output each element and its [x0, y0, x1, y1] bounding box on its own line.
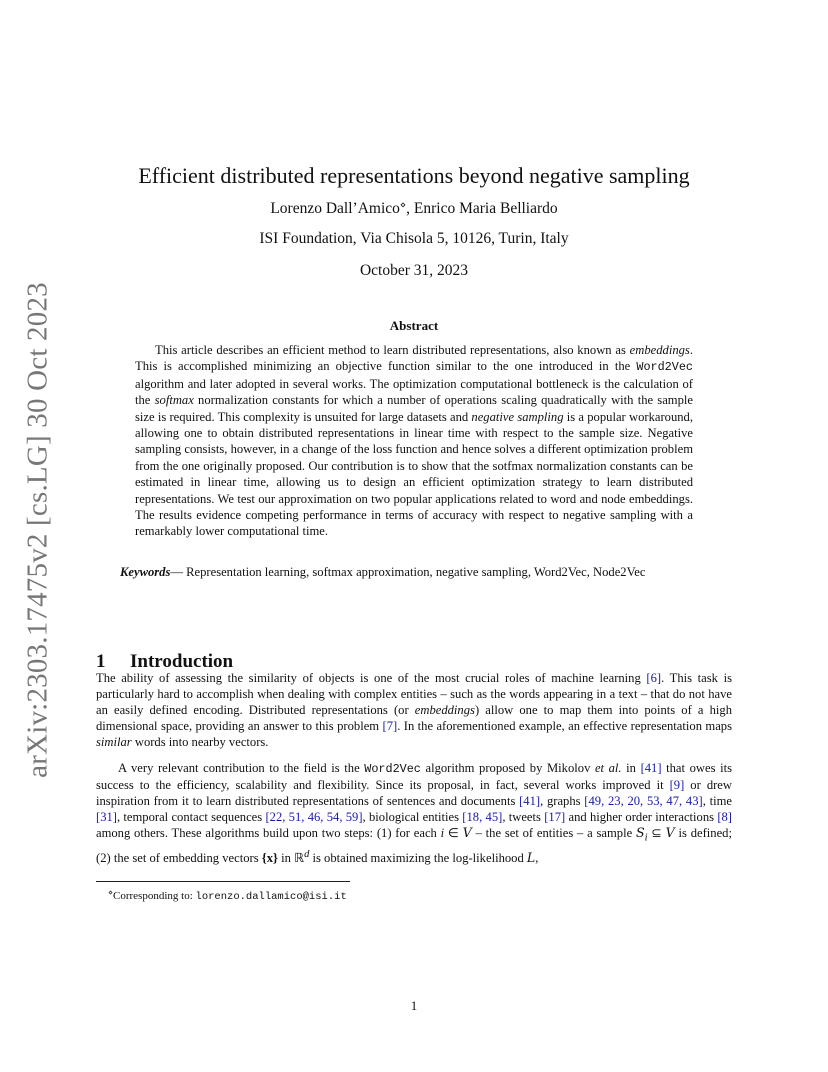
- keywords-list: Representation learning, softmax approximation, negative sampling, Word2Vec, Node2Vec: [186, 565, 646, 579]
- citation-link[interactable]: [41]: [640, 761, 662, 775]
- corresponding-author-mark: ⋄: [399, 200, 407, 211]
- citation-link[interactable]: [8]: [717, 810, 732, 825]
- emphasis: negative sampling: [471, 409, 564, 424]
- citation-link[interactable]: [17]: [544, 810, 566, 825]
- keywords: Keywords— Representation learning, softmax approximation, negative sampling, Word2Vec, Node2Vec: [120, 565, 646, 579]
- citation-link[interactable]: [49, 23, 20, 53, 47, 43]: [584, 794, 703, 809]
- citation-link[interactable]: [9]: [669, 778, 685, 793]
- citation-link[interactable]: [6]: [646, 671, 662, 685]
- author-list: [96, 196, 732, 219]
- affiliation: ISI Foundation, Via Chisola 5, 10126, Turin, Italy: [259, 230, 569, 247]
- abstract-text: This article describes an efficient method to learn distributed representations, also known as embeddings. This is accomplished minimizing an objective function similar to the one introduced in the Word2Vec algorithm and later adopted in several works. The optimization computational bottleneck is the calculation of the softmax normalization constants for which a number of operations scaling quadratically with the sample size is required. This complexity is unsuited for large datasets and negative sampling is a popular workaround, allowing one to obtain distributed representations in linear time with respect to the sample size. Negative sampling consists, however, in a change of the loss function and hence solves a different optimization problem from the one originally proposed. Our contribution is to show that the sotfmax normalization constants can be estimated in linear time, allowing us to design an efficient optimization strategy to learn distributed representations. We test our approximation on two popular applications related to word and node embeddings. The results evidence competing performance in terms of accuracy with respect to negative sampling with a remarkably lower computational time.: [135, 343, 693, 539]
- footnote-mark: ⋄: [108, 888, 114, 897]
- paper-title: Efficient distributed representations beyond negative sampling: [138, 162, 690, 188]
- abstract-heading: Abstract: [389, 318, 439, 333]
- intro-paragraph-2: A very relevant contribution to the field is the Word2Vec algorithm proposed by Mikolov et al. in [41] that owes its success to the efficiency, scalability and flexibility. Since its proposal, in fact, several works improved it [9] or drew inspiration from it to learn distributed representations of sentences and documents [41], graphs [49, 23, 20, 53, 47, 43], time [31], temporal contact sequences [22, 51, 46, 54, 59], biological entities [18, 45], tweets [17] and higher order interactions [8] among others. These algorithms build upon two steps: (1) for each i ∈ V – the set of entities – a sample $S_i$ ⊆ V is defined; (2) the set of embedding vectors {x} in ℝ$^d$ is obtained maximizing the log-likelihood L,: [96, 761, 732, 866]
- keywords-label: Keywords: [120, 565, 171, 579]
- citation-link[interactable]: [41]: [519, 794, 541, 809]
- page-number: 1: [410, 998, 418, 1013]
- section-title: Introduction: [130, 650, 234, 672]
- code-word2vec: Word2Vec: [364, 762, 421, 776]
- section-number: 1: [96, 650, 106, 672]
- publication-date: October 31, 2023: [359, 262, 469, 279]
- code-word2vec: Word2Vec: [636, 360, 693, 375]
- intro-paragraph-1: The ability of assessing the similarity of objects is one of the most crucial roles of machine learning [6]. This task is particularly hard to accomplish when dealing with complex entities – such as the words appearing in a text – that do not have an easily defined encoding. Distributed representations (or embeddings) allow one to map them into points of a high dimensional space, providing an answer to this problem [7]. In the aforementioned example, an effective representation maps similar words into nearby vectors.: [96, 671, 733, 750]
- emphasis: embeddings: [629, 343, 690, 357]
- author-1: Lorenzo Dall’Amico: [270, 200, 400, 217]
- citation-link[interactable]: [18, 45]: [462, 810, 503, 825]
- citation-link[interactable]: [7]: [382, 719, 398, 734]
- footnote-divider: [96, 881, 350, 882]
- emphasis: softmax: [154, 393, 194, 408]
- contact-email[interactable]: lorenzo.dallamico@isi.it: [195, 891, 347, 903]
- citation-link[interactable]: [31]: [96, 810, 117, 825]
- citation-link[interactable]: [22, 51, 46, 54, 59]: [265, 810, 363, 825]
- arxiv-identifier-text: arXiv:2303.17475v2 [cs.LG] 30 Oct 2023: [21, 282, 54, 778]
- footnote: ⋄Corresponding to: lorenzo.dallamico@isi.it: [108, 888, 347, 903]
- author-2: , Enrico Maria Belliardo: [406, 200, 558, 217]
- arxiv-identifier: [8, 282, 68, 778]
